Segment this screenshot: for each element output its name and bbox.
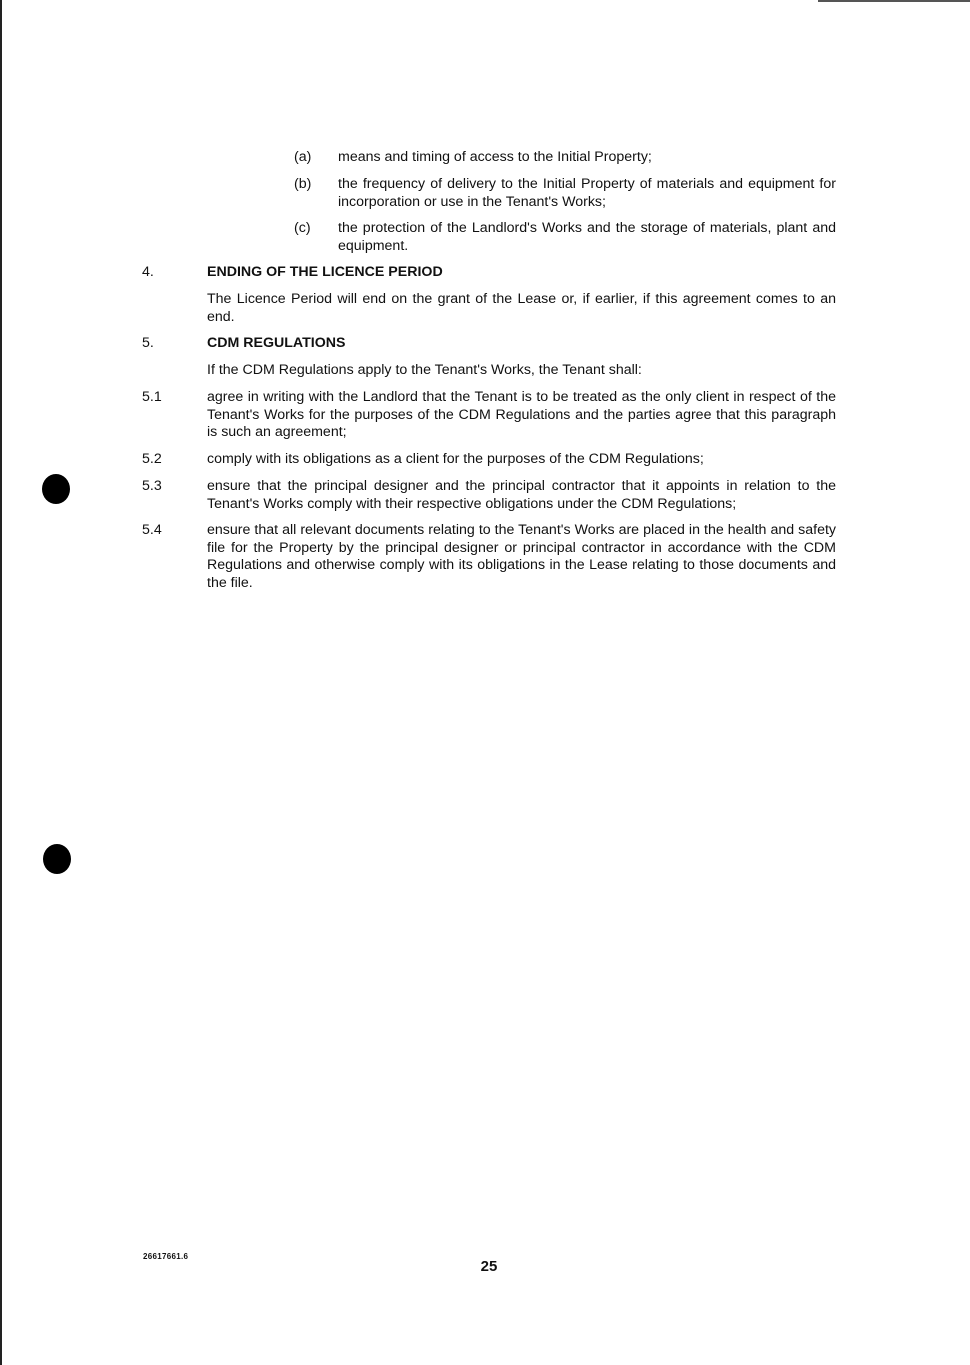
section-heading: ENDING OF THE LICENCE PERIOD [207, 264, 443, 280]
paragraph-text: If the CDM Regulations apply to the Tenant's Works, the Tenant shall: [207, 362, 642, 378]
subclause-text: the protection of the Landlord's Works and the storage of materials, plant and equipment. [338, 220, 836, 254]
clause-text: ensure that the principal designer and the principal contractor that it appoints in relation to the Tenant's Works comply with their respective obligations under the CDM Regulations; [207, 478, 836, 512]
document-reference: 26617661.6 [143, 1252, 189, 1261]
section-number: 5. [142, 335, 154, 351]
paragraph-text: The Licence Period will end on the grant of the Lease or, if earlier, if this agreement comes to an end. [207, 291, 836, 325]
subclause-text: the frequency of delivery to the Initial Property of materials and equipment for incorporation or use in the Tenant's Works; [338, 176, 836, 210]
subclause-label: (a) [294, 149, 312, 165]
page-number: 25 [480, 1258, 498, 1275]
punch-hole [43, 844, 71, 874]
clause-text: ensure that all relevant documents relating to the Tenant's Works are placed in the health and safety file for the Property by the principal designer or principal contractor in accordance with the CDM Regulations and otherwise comply with its obligations in the Lease relating to those documents and the file. [207, 522, 836, 591]
section-number: 4. [142, 264, 154, 280]
subclause-text: means and timing of access to the Initial Property; [338, 149, 652, 165]
subclause-label: (b) [294, 176, 312, 192]
page-top-edge [818, 0, 970, 2]
page-left-edge [0, 0, 2, 1365]
punch-hole [42, 474, 70, 504]
clause-number: 5.1 [142, 389, 162, 405]
clause-number: 5.4 [142, 522, 162, 538]
clause-text: agree in writing with the Landlord that the Tenant is to be treated as the only client in respect of the Tenant's Works for the purposes of the CDM Regulations and the parties agree that this paragraph is such an agreement; [207, 389, 836, 441]
clause-text: comply with its obligations as a client for the purposes of the CDM Regulations; [207, 451, 704, 467]
section-heading: CDM REGULATIONS [207, 335, 346, 351]
subclause-label: (c) [294, 220, 311, 236]
clause-number: 5.2 [142, 451, 162, 467]
clause-number: 5.3 [142, 478, 162, 494]
